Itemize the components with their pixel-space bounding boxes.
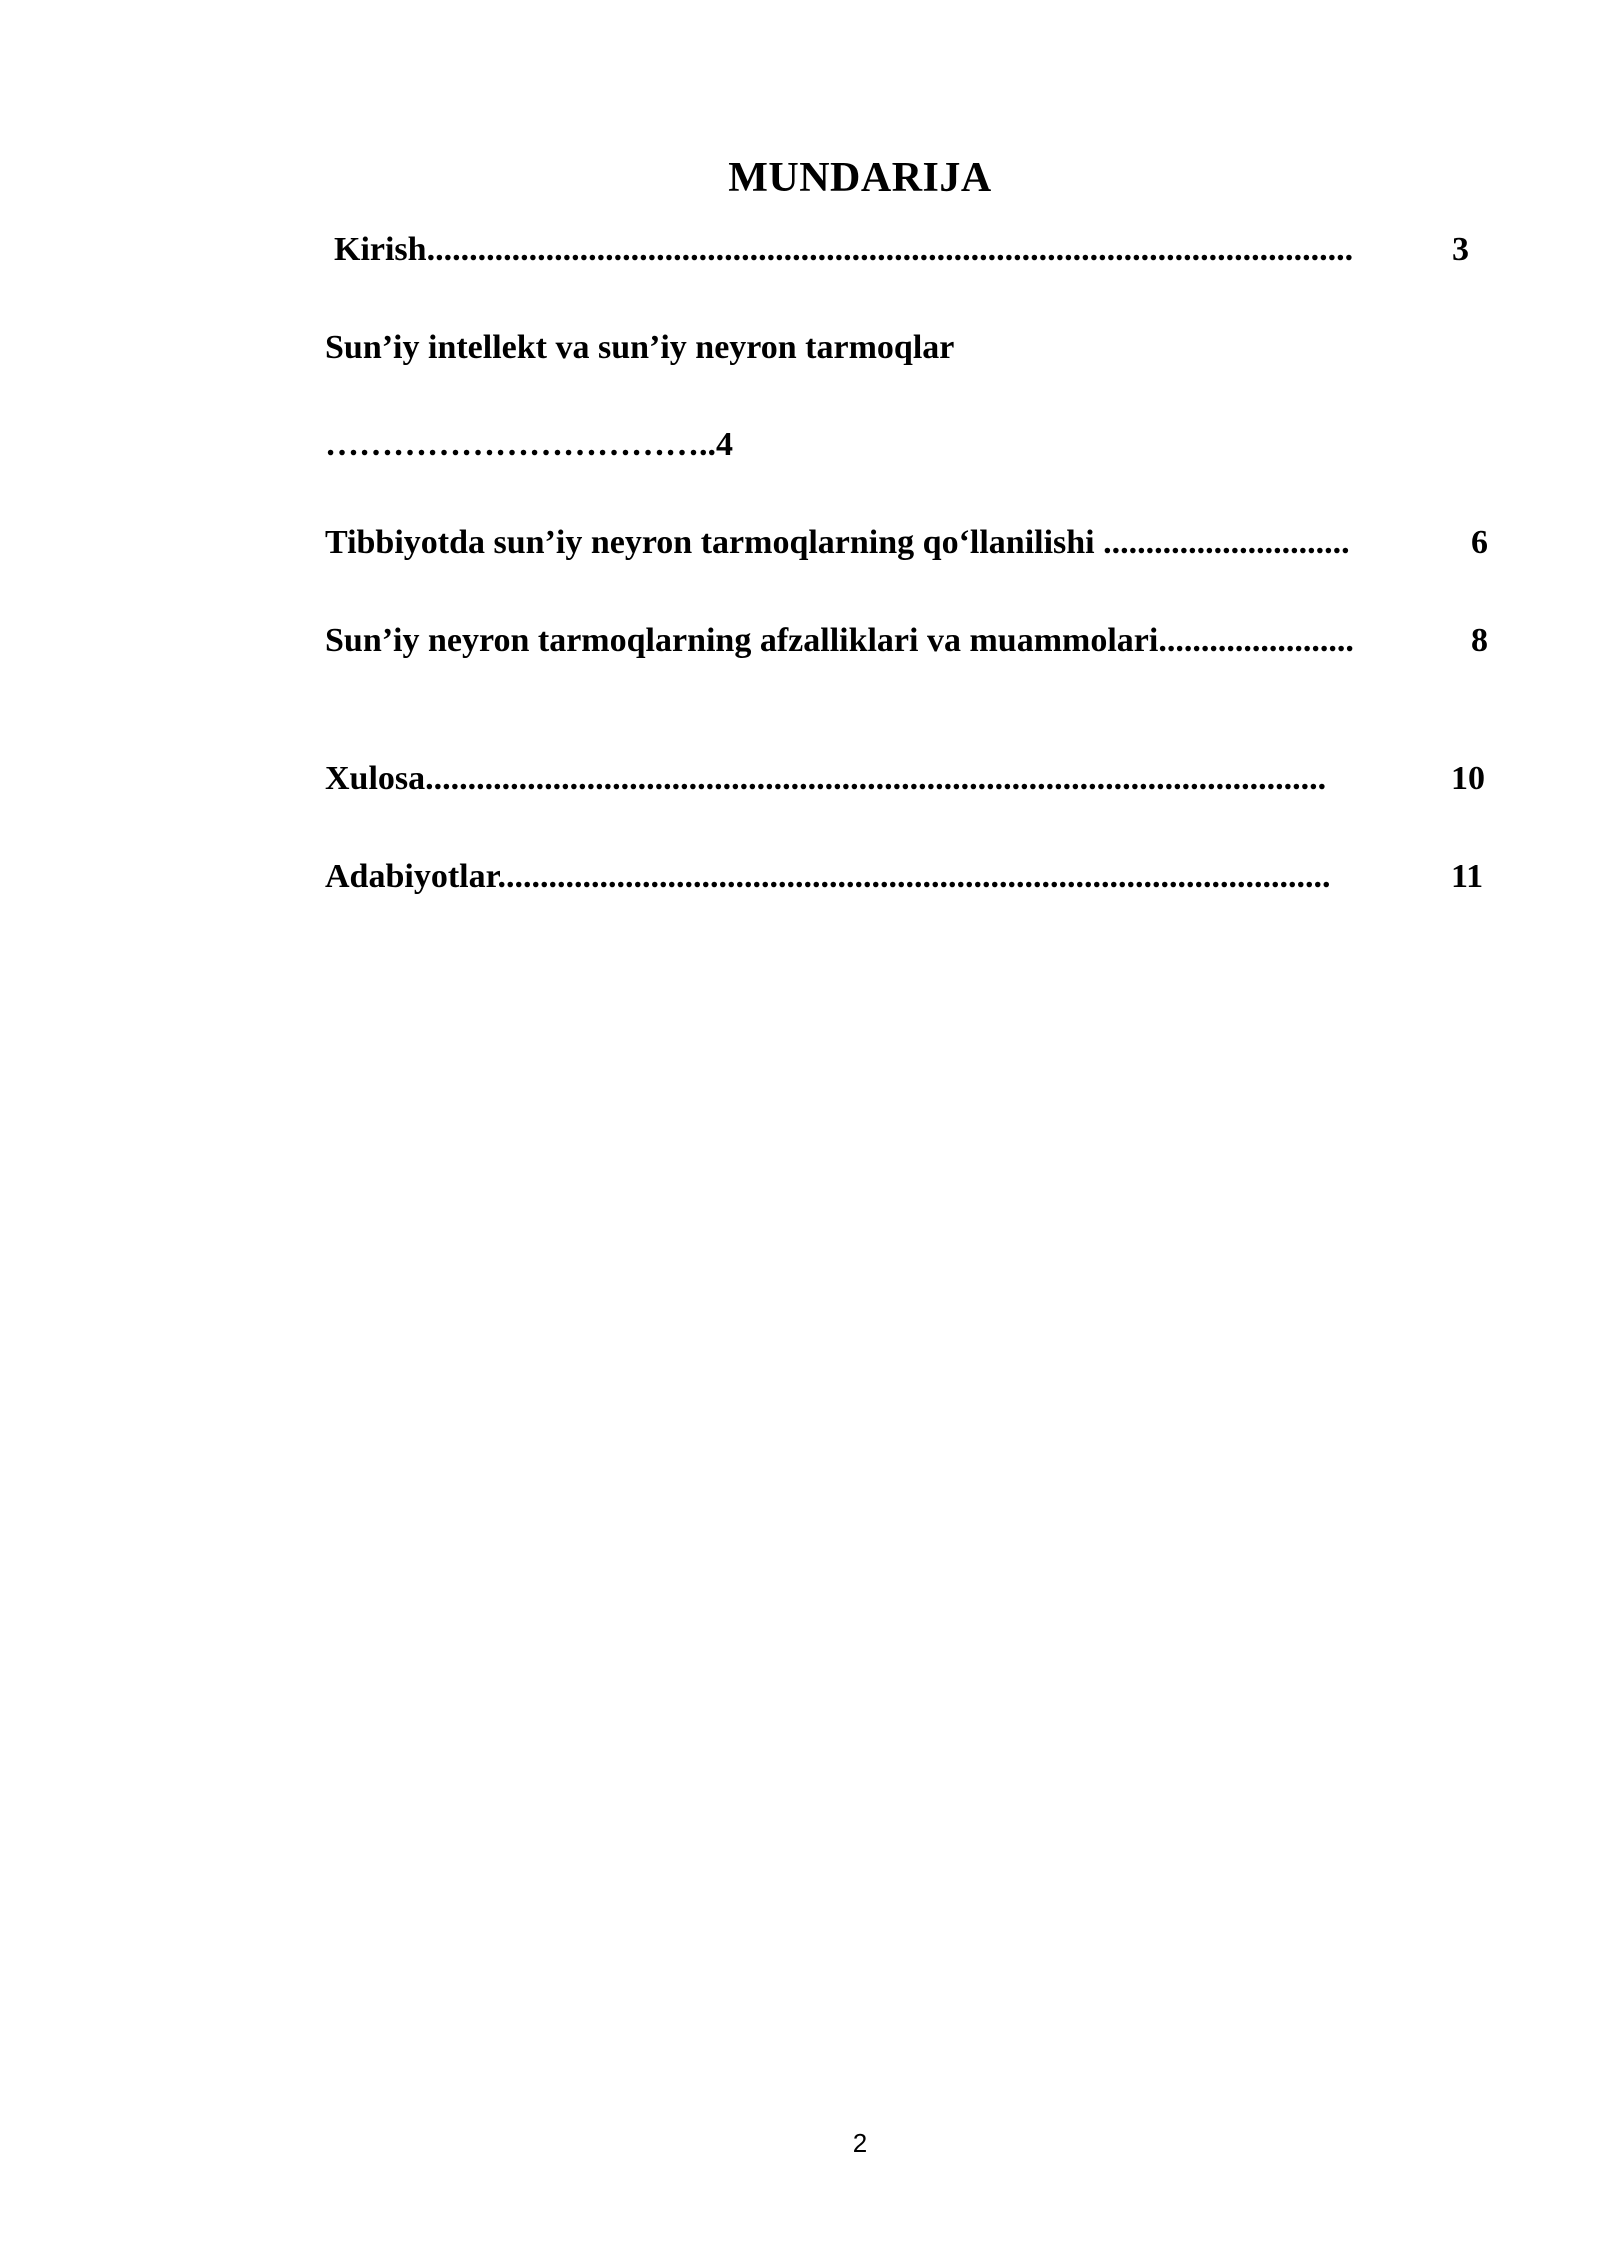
- toc-entry-suniy-intellekt-leader: [325, 422, 733, 468]
- toc-entry-page: 6: [1471, 524, 1488, 561]
- toc-entry-afzalliklari: [325, 618, 1488, 664]
- toc-entry-suniy-intellekt: [325, 325, 954, 371]
- toc-entry-page: 8: [1471, 622, 1488, 659]
- toc-entry-page: 10: [1451, 760, 1485, 797]
- page-title: MUNDARIJA: [728, 155, 992, 201]
- toc-entry-text: Adabiyotlar..................................................................................................: [325, 858, 1331, 895]
- toc-entry-tibbiyotda: [325, 520, 1488, 566]
- toc-entry-adabiyotlar: [325, 854, 1483, 900]
- toc-entry-text: Tibbiyotda sun’iy neyron tarmoqlarning qo‘llanilishi .............................: [325, 524, 1350, 561]
- toc-entry-text: Xulosa..........................................................................................................: [325, 760, 1327, 797]
- toc-entry-page: 3: [1452, 231, 1469, 268]
- toc-entry-text: ……………………………..: [325, 426, 716, 463]
- page-number: 2: [852, 2128, 868, 2158]
- toc-entry-text: Kirish.............................................................................................................: [334, 231, 1354, 268]
- toc-entry-xulosa: [325, 756, 1485, 802]
- toc-entry-text: Sun’iy neyron tarmoqlarning afzalliklari va muammolari.......................: [325, 622, 1354, 659]
- toc-entry-text: Sun’iy intellekt va sun’iy neyron tarmoqlar: [325, 329, 955, 366]
- toc-entry-kirish: [334, 227, 1469, 273]
- toc-entry-page: 4: [716, 426, 733, 463]
- toc-entry-page: 11: [1451, 858, 1484, 895]
